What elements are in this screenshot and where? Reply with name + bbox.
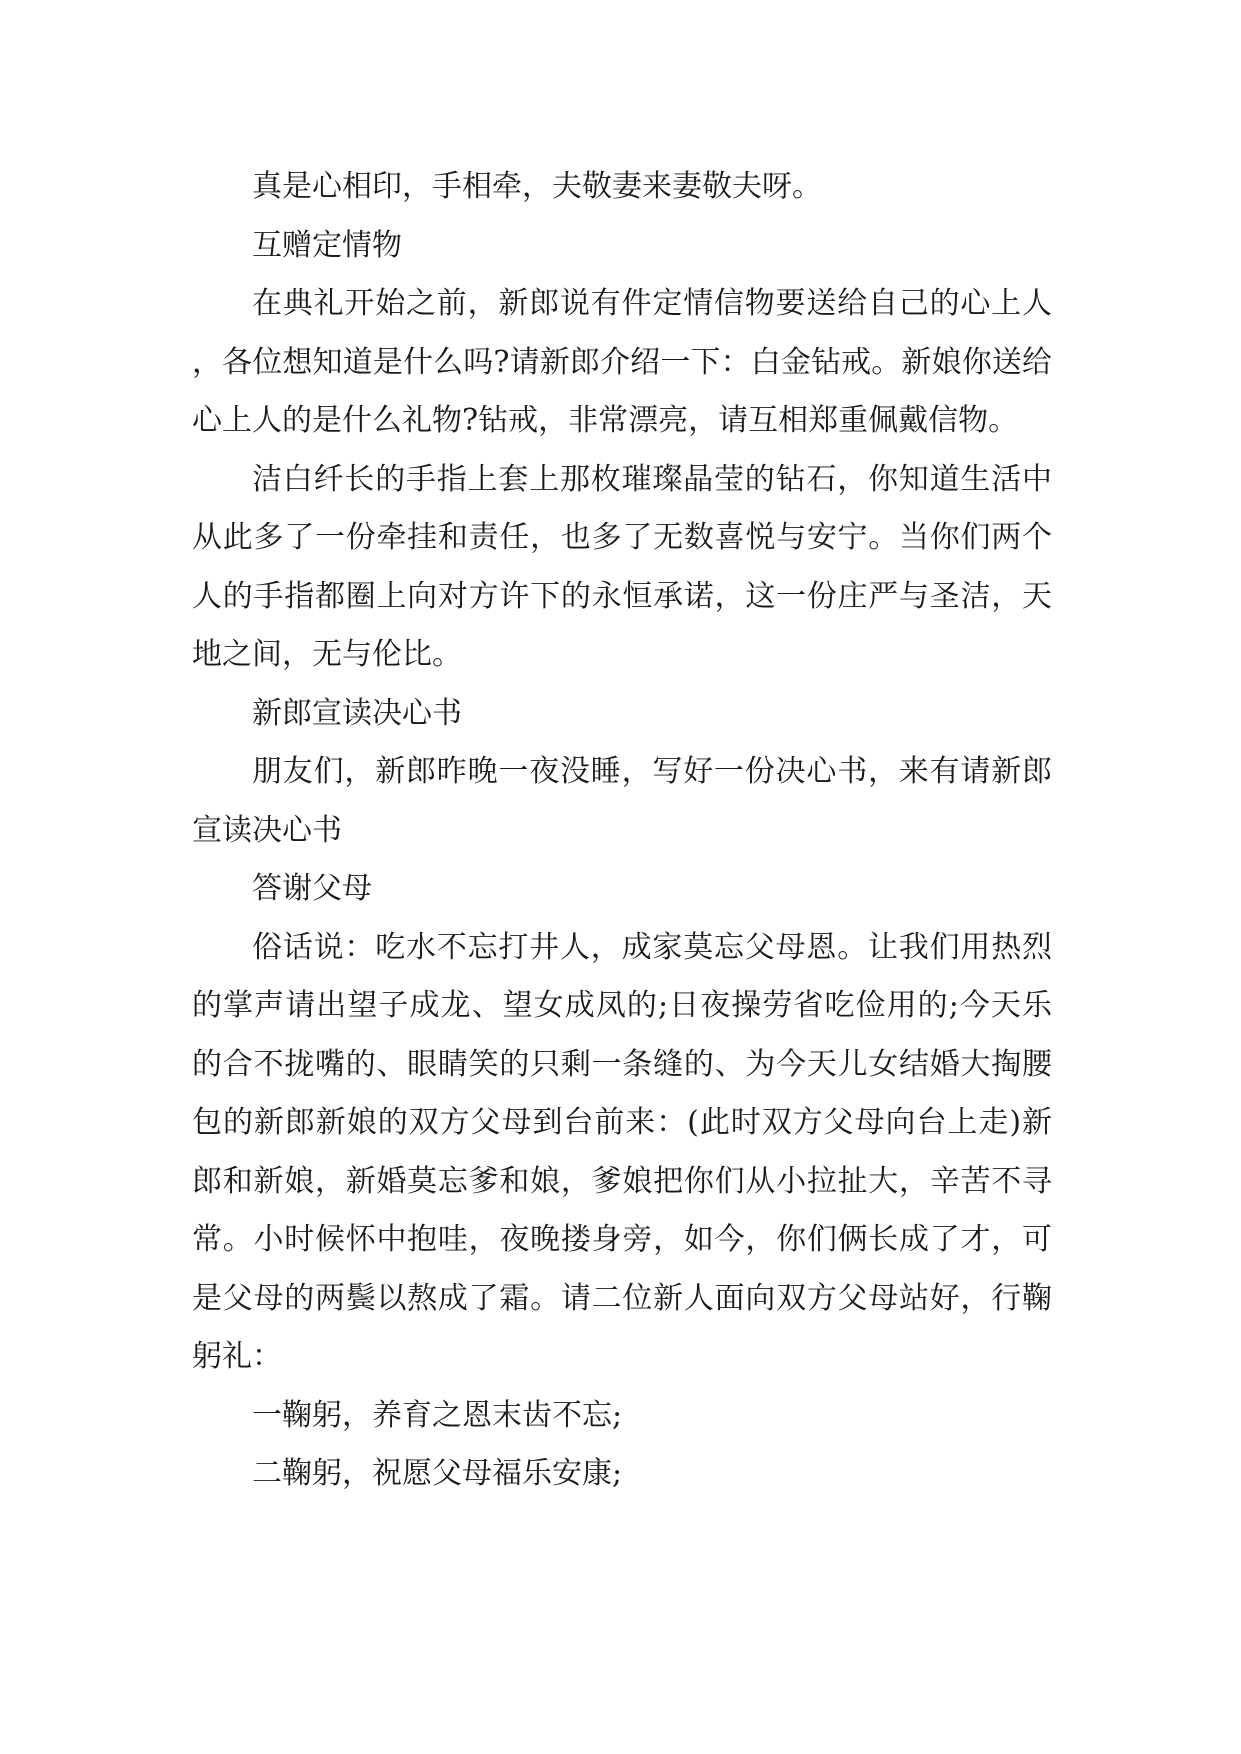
paragraph-pledge-intro: 朋友们，新郎昨晚一夜没睡，写好一份决心书，来有请新郎宣读决心书 (192, 754, 1052, 848)
heading-groom-pledge: 新郎宣读决心书 (252, 695, 462, 731)
paragraph-second-bow: 二鞠躬，祝愿父母福乐安康; (252, 1456, 623, 1491)
paragraph-token-intro: 在典礼开始之前，新郎说有件定情信物要送给自己的心上人，各位想知道是什么吗?请新郎介绍一下：白金钻戒。新娘你送给心上人的是什么礼物?钻戒，非常漂亮，请互相郑重佩戴信物。 (192, 286, 1052, 438)
paragraph-thank-parents: 俗话说：吃水不忘打井人，成家莫忘父母恩。让我们用热烈的掌声请出望子成龙、望女成凤的;日夜操劳省吃俭用的;今天乐的合不拢嘴的、眼睛笑的只剩一条缝的、为今天儿女结婚大掏腰包的新郎新娘的双方父母到台前来：(此时双方父母向台上走)新郎和新娘，新婚莫忘爹和娘，爹娘把你们从小拉扯大，辛苦不寻常。小时候怀中抱哇，夜晚搂身旁，如今，你们俩长成了才，可是父母的两鬓以熬成了霜。请二位新人面向双方父母站好，行鞠躬礼： (192, 929, 1052, 1374)
paragraph-diamond-ring: 洁白纤长的手指上套上那枚璀璨晶莹的钻石，你知道生活中从此多了一份牵挂和责任，也多了无数喜悦与安宁。当你们两个人的手指都圈上向对方许下的永恒承诺，这一份庄严与圣洁，天地之间，无与伦比。 (192, 461, 1052, 672)
paragraph-closing-line: 真是心相印，手相牵，夫敬妻来妻敬夫呀。 (252, 169, 822, 204)
heading-thank-parents: 答谢父母 (252, 871, 372, 906)
paragraph-first-bow: 一鞠躬，养育之恩末齿不忘; (252, 1397, 623, 1433)
heading-exchange-tokens: 互赠定情物 (252, 227, 402, 263)
document-page (192, 158, 1052, 1504)
